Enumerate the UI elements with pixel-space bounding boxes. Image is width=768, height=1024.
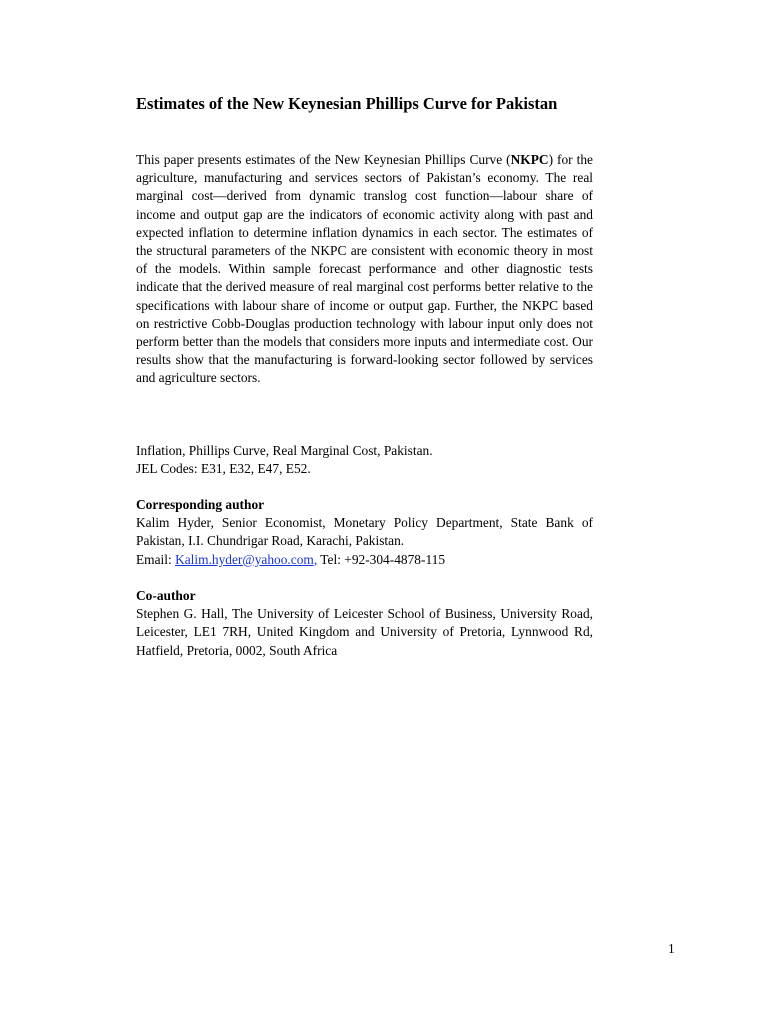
co-author-heading: Co-author — [136, 588, 196, 603]
co-author-text: Stephen G. Hall, The University of Leicester School of Business, University Road, Leicester, LE1 7RH, United Kingdom and University of Pretoria, Lynnwood Rd, Hatfield, Pretoria, 0002, South Africa — [136, 606, 593, 658]
page-number: 1 — [668, 941, 675, 956]
corresponding-author-text: Kalim Hyder, Senior Economist, Monetary Policy Department, State Bank of Pakistan, I.I. Chundrigar Road, Karachi, Pakistan. — [136, 515, 593, 549]
email-link[interactable]: Kalim.hyder@yahoo.com, — [175, 551, 318, 567]
keywords-block — [136, 442, 593, 478]
abstract-nkpc-acronym: NKPC — [510, 152, 549, 167]
keywords-line: Inflation, Phillips Curve, Real Marginal Cost, Pakistan. — [136, 443, 433, 458]
co-author-section — [136, 587, 593, 660]
telephone-text: Tel: +92-304-4878-115 — [317, 551, 446, 567]
abstract-text-start: This paper presents estimates of the New Keynesian Phillips Curve ( — [136, 152, 511, 167]
corresponding-author-contact — [136, 551, 593, 569]
jel-codes-line: JEL Codes: E31, E32, E47, E52. — [136, 461, 311, 477]
email-label: Email: — [136, 551, 176, 567]
corresponding-author-section — [136, 496, 593, 569]
corresponding-author-heading: Corresponding author — [136, 497, 265, 512]
abstract — [136, 151, 593, 388]
paper-title: Estimates of the New Keynesian Phillips Curve for Pakistan — [136, 94, 558, 113]
abstract-text-rest: ) for the agriculture, manufacturing and services sectors of Pakistan’s economy. The real marginal cost—derived from dynamic translog cost function—labour share of income and output gap are the indicators of economic activity along with past and expected inflation to determine inflation dynamics in each sector. The estimates of the structural parameters of the NKPC are consistent with economic theory in most of the models. Within sample forecast performance and other diagnostic tests indicate that the derived measure of real marginal cost performs better relative to the specifications with labour share of income or output gap. Further, the NKPC based on restrictive Cobb-Douglas production technology with labour input only does not perform better than the models that considers more inputs and intermediate cost. Our results show that the manufacturing is forward-looking sector followed by services and agriculture sectors. — [136, 152, 593, 386]
